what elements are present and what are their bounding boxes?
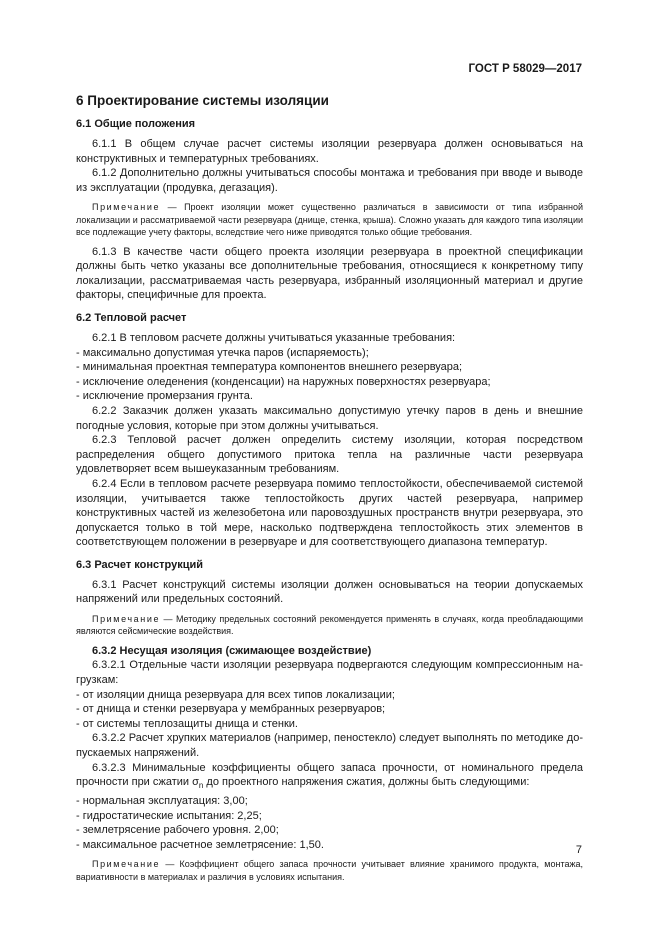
paragraph-6-2-1: 6.2.1 В тепловом расчете должны учитываться указанные требования: — [92, 331, 456, 344]
paragraph-text: 6.3.2.3 Минимальные коэффициенты общего запаса прочности, от номинального предела прочности при сжатии σ — [76, 761, 583, 789]
list-item: - от изоляции днища резервуара для всех типов локализации; — [76, 688, 395, 701]
list-item: - от системы теплозащиты днища и стенки. — [76, 717, 298, 730]
note-text: — Коэффициент общего запаса прочности учитывает влияние хранимого продукта, монтажа, вариативности в материалах и различия в условиях испытания. — [76, 859, 583, 882]
paragraph-6-2-2: 6.2.2 Заказчик должен указать максимально допустимую утечку паров в день и внешние погодные условия, которые при этом должны учитываться. — [76, 404, 583, 432]
note-6-3 — [76, 613, 583, 638]
list-item: - исключение промерзания грунта. — [76, 390, 253, 403]
note-label: Примечание — [92, 202, 161, 213]
note-text: — Методику предельных состояний рекомендуется применять в случаях, когда преобладающими являются сейсмические воздействия. — [76, 614, 583, 637]
paragraph-6-2-4: 6.2.4 Если в тепловом расчете резервуара помимо теплостойкости, обеспечиваемой системой изоляции, учитывается также теплостойкость других частей резервуара, например конструктивных частей из железобетона или паровоздушных пространств внутри резервуара, это допускается только в той мере, насколько подтверждена теплостойкость этих элементов в соответствующем положении в резервуаре и для соответствующего диапазона температур. — [76, 477, 583, 549]
list-item: - от днища и стенки резервуара у мембранных резервуаров; — [76, 703, 386, 716]
list-item: - максимально допустимая утечка паров (испаряемость); — [76, 346, 369, 359]
paragraph-6-1-1: 6.1.1 В общем случае расчет системы изоляции резервуара должен основываться на конструктивных и температурных требованиях. — [76, 138, 583, 165]
note-6-3-2 — [76, 858, 583, 883]
page-content — [76, 93, 583, 889]
subsection-title-6-3-2: 6.3.2 Несущая изоляция (сжимающее воздействие) — [92, 644, 372, 657]
sigma-subscript: n — [198, 781, 204, 791]
paragraph-6-2-3: 6.2.3 Тепловой расчет должен определить систему изоляции, которая посредством распределения общего допустимого притока тепла на различные части резервуара удовлетворяет всем вышеуказанным требованиям. — [76, 434, 583, 476]
subsection-title-6-1: 6.1 Общие положения — [76, 118, 196, 130]
page-number: 7 — [575, 844, 582, 856]
paragraph-6-3-2-1: 6.3.2.1 Отдельные части изоляции резервуара подвергаются следующим компрессионным нагрузкам: — [76, 659, 583, 687]
list-item: - нормальная эксплуатация: 3,00; — [76, 795, 248, 807]
paragraph-6-1-2: 6.1.2 Дополнительно должны учитываться способы монтажа и требования при вводе и выводе из эксплуатации (продувка, дегазация). — [76, 167, 583, 194]
list-item: - минимальная проектная температура компонентов внешнего резервуара; — [76, 361, 463, 374]
list-item: - гидростатические испытания: 2,25; — [76, 809, 262, 822]
paragraph-text: до проектного напряжения сжатия, должны быть следующими: — [203, 776, 530, 789]
paragraph-6-1-3: 6.1.3 В качестве части общего проекта изоляции резервуара в проектной спецификации должны быть четко указаны все дополнительные требования, относящиеся к конкретному типу локализации, рассматриваемая часть резервуара, избранный изоляционный материал и другие факторы, специфичные для проекта. — [76, 245, 583, 302]
paragraph-6-3-2-3 — [76, 761, 583, 794]
paragraph-6-3-2-2: 6.3.2.2 Расчет хрупких материалов (например, пеностекло) следует выполнять по методике допускаемых напряжений. — [76, 732, 583, 760]
section-title: 6 Проектирование системы изоляции — [76, 93, 329, 108]
list-item: - землетрясение рабочего уровня. 2,00; — [76, 824, 279, 837]
list-item: - исключение оледенения (конденсации) на наружных поверхностях резервуара; — [76, 375, 491, 388]
note-text: — Проект изоляции может существенно различаться в зависимости от типа избранной локализации и рассматриваемой части резервуара (днище, стенка, крыша). Сложно указать для каждого типа изоляции все подлежащие учету факторы, вследствие чего ниже приводятся только общие требования. — [76, 202, 583, 238]
standard-number: ГОСТ Р 58029—2017 — [468, 63, 582, 75]
subsection-title-6-2: 6.2 Тепловой расчет — [76, 311, 187, 324]
note-6-1 — [76, 201, 583, 238]
list-item: - максимальное расчетное землетрясение: 1,50. — [76, 838, 324, 851]
subsection-title-6-3: 6.3 Расчет конструкций — [76, 558, 204, 571]
paragraph-6-3-1: 6.3.1 Расчет конструкций системы изоляции должен основываться на теории допускаемых напряжений или предельных состояний. — [76, 578, 583, 606]
note-label: Примечание — [92, 614, 161, 625]
note-label: Примечание — [92, 859, 161, 870]
